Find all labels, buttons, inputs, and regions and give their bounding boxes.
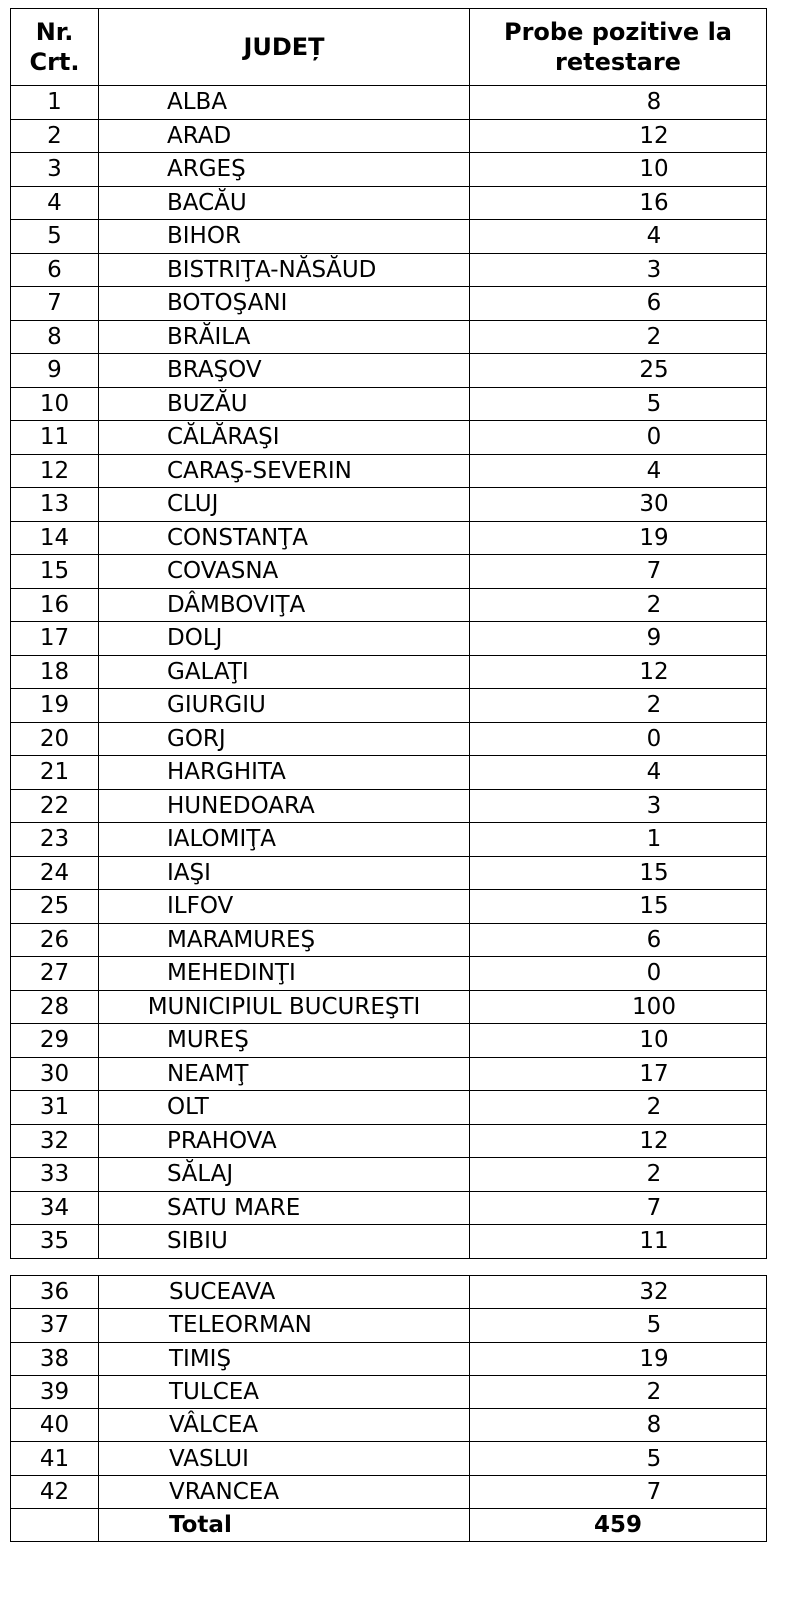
table-row — [11, 354, 767, 388]
positive-count: 0 — [470, 722, 767, 756]
row-number: 7 — [11, 287, 99, 321]
table-row — [11, 287, 767, 321]
positive-count: 0 — [470, 957, 767, 991]
positive-count: 4 — [470, 454, 767, 488]
county-name: ARGEŞ — [99, 153, 470, 187]
row-number: 27 — [11, 957, 99, 991]
positive-count: 2 — [470, 1158, 767, 1192]
row-number: 28 — [11, 990, 99, 1024]
positive-count: 2 — [470, 320, 767, 354]
positive-count: 4 — [470, 220, 767, 254]
row-number: 19 — [11, 689, 99, 723]
table-row — [11, 119, 767, 153]
positive-count: 17 — [470, 1057, 767, 1091]
row-number: 31 — [11, 1091, 99, 1125]
positive-count: 1 — [470, 823, 767, 857]
county-name: BRAŞOV — [99, 354, 470, 388]
county-name: CĂLĂRAŞI — [99, 421, 470, 455]
table-row — [11, 756, 767, 790]
positive-count: 19 — [470, 521, 767, 555]
table-row — [11, 153, 767, 187]
row-number: 2 — [11, 119, 99, 153]
row-number: 41 — [11, 1442, 99, 1475]
table-row — [11, 957, 767, 991]
row-number: 4 — [11, 186, 99, 220]
table-row — [11, 521, 767, 555]
positive-count: 2 — [470, 1375, 767, 1408]
table-row — [11, 253, 767, 287]
county-name: IAŞI — [99, 856, 470, 890]
table-row — [11, 1309, 767, 1342]
table-body — [11, 86, 767, 1259]
county-name: VRANCEA — [99, 1475, 470, 1508]
row-number: 42 — [11, 1475, 99, 1508]
table-row — [11, 1124, 767, 1158]
county-name: MUREŞ — [99, 1024, 470, 1058]
row-number: 1 — [11, 86, 99, 120]
positive-count: 5 — [470, 1309, 767, 1342]
table-row — [11, 1276, 767, 1309]
header-judet: JUDEȚ — [99, 9, 470, 86]
table-row — [11, 186, 767, 220]
row-number: 18 — [11, 655, 99, 689]
county-name: BIHOR — [99, 220, 470, 254]
county-name: SĂLAJ — [99, 1158, 470, 1192]
row-number: 20 — [11, 722, 99, 756]
table-row — [11, 990, 767, 1024]
table-row — [11, 622, 767, 656]
county-name: ALBA — [99, 86, 470, 120]
table-row — [11, 1442, 767, 1475]
row-number: 16 — [11, 588, 99, 622]
county-name: HARGHITA — [99, 756, 470, 790]
table-row — [11, 220, 767, 254]
county-name: GIURGIU — [99, 689, 470, 723]
table-row — [11, 823, 767, 857]
county-name: NEAMŢ — [99, 1057, 470, 1091]
table-row — [11, 1475, 767, 1508]
row-number: 3 — [11, 153, 99, 187]
counties-table-continued — [10, 1275, 767, 1542]
row-number: 17 — [11, 622, 99, 656]
positive-count: 6 — [470, 287, 767, 321]
county-name: SIBIU — [99, 1225, 470, 1259]
positive-count: 7 — [470, 1191, 767, 1225]
county-name: DÂMBOVIŢA — [99, 588, 470, 622]
row-number: 8 — [11, 320, 99, 354]
total-row — [11, 1509, 767, 1542]
row-number: 9 — [11, 354, 99, 388]
positive-count: 2 — [470, 588, 767, 622]
table-row — [11, 588, 767, 622]
county-name: SATU MARE — [99, 1191, 470, 1225]
positive-count: 5 — [470, 1442, 767, 1475]
positive-count: 6 — [470, 923, 767, 957]
county-name: MUNICIPIUL BUCUREŞTI — [99, 990, 470, 1024]
row-number: 38 — [11, 1342, 99, 1375]
positive-count: 25 — [470, 354, 767, 388]
total-label: Total — [99, 1509, 470, 1542]
table-body-continued — [11, 1276, 767, 1509]
table-row — [11, 1191, 767, 1225]
total-value: 459 — [470, 1509, 767, 1542]
row-number: 33 — [11, 1158, 99, 1192]
county-name: GALAŢI — [99, 655, 470, 689]
county-name: BOTOŞANI — [99, 287, 470, 321]
counties-table — [10, 8, 767, 1259]
header-probe: Probe pozitive la retestare — [470, 9, 767, 86]
positive-count: 19 — [470, 1342, 767, 1375]
row-number: 29 — [11, 1024, 99, 1058]
table-row — [11, 722, 767, 756]
county-name: CARAŞ-SEVERIN — [99, 454, 470, 488]
county-name: CLUJ — [99, 488, 470, 522]
table-row — [11, 923, 767, 957]
row-number: 25 — [11, 890, 99, 924]
county-name: TELEORMAN — [99, 1309, 470, 1342]
county-name: COVASNA — [99, 555, 470, 589]
table-row — [11, 1057, 767, 1091]
county-name: VASLUI — [99, 1442, 470, 1475]
county-name: HUNEDOARA — [99, 789, 470, 823]
row-number: 26 — [11, 923, 99, 957]
positive-count: 100 — [470, 990, 767, 1024]
row-number: 15 — [11, 555, 99, 589]
county-name: TULCEA — [99, 1375, 470, 1408]
header-row — [11, 9, 767, 86]
row-number: 39 — [11, 1375, 99, 1408]
row-number: 37 — [11, 1309, 99, 1342]
positive-count: 0 — [470, 421, 767, 455]
table-row — [11, 1409, 767, 1442]
county-name: SUCEAVA — [99, 1276, 470, 1309]
county-name: OLT — [99, 1091, 470, 1125]
table-row — [11, 555, 767, 589]
county-name: BISTRIŢA-NĂSĂUD — [99, 253, 470, 287]
county-name: CONSTANŢA — [99, 521, 470, 555]
table-row — [11, 387, 767, 421]
county-name: ARAD — [99, 119, 470, 153]
positive-count: 32 — [470, 1276, 767, 1309]
table-row — [11, 1375, 767, 1408]
positive-count: 2 — [470, 1091, 767, 1125]
row-number: 30 — [11, 1057, 99, 1091]
positive-count: 16 — [470, 186, 767, 220]
table-row — [11, 421, 767, 455]
row-number: 35 — [11, 1225, 99, 1259]
positive-count: 30 — [470, 488, 767, 522]
positive-count: 2 — [470, 689, 767, 723]
positive-count: 15 — [470, 890, 767, 924]
row-number: 10 — [11, 387, 99, 421]
table-row — [11, 655, 767, 689]
positive-count: 8 — [470, 1409, 767, 1442]
table-row — [11, 890, 767, 924]
positive-count: 4 — [470, 756, 767, 790]
positive-count: 9 — [470, 622, 767, 656]
row-number: 11 — [11, 421, 99, 455]
row-number: 22 — [11, 789, 99, 823]
table-row — [11, 488, 767, 522]
row-number: 40 — [11, 1409, 99, 1442]
row-number: 24 — [11, 856, 99, 890]
county-name: BRĂILA — [99, 320, 470, 354]
county-name: GORJ — [99, 722, 470, 756]
row-number: 14 — [11, 521, 99, 555]
table-row — [11, 454, 767, 488]
table-row — [11, 689, 767, 723]
positive-count: 3 — [470, 789, 767, 823]
county-name: TIMIŞ — [99, 1342, 470, 1375]
positive-count: 15 — [470, 856, 767, 890]
table-row — [11, 320, 767, 354]
county-name: IALOMIŢA — [99, 823, 470, 857]
row-number: 6 — [11, 253, 99, 287]
positive-count: 12 — [470, 655, 767, 689]
positive-count: 8 — [470, 86, 767, 120]
county-name: BACĂU — [99, 186, 470, 220]
positive-count: 12 — [470, 119, 767, 153]
header-nr: Nr. Crt. — [11, 9, 99, 86]
table-row — [11, 1024, 767, 1058]
positive-count: 3 — [470, 253, 767, 287]
positive-count: 7 — [470, 1475, 767, 1508]
row-number: 21 — [11, 756, 99, 790]
row-number: 12 — [11, 454, 99, 488]
county-name: BUZĂU — [99, 387, 470, 421]
total-nr-cell — [11, 1509, 99, 1542]
row-number: 13 — [11, 488, 99, 522]
county-name: MEHEDINŢI — [99, 957, 470, 991]
table-row — [11, 1158, 767, 1192]
table-row — [11, 856, 767, 890]
table-row — [11, 789, 767, 823]
table-row — [11, 1091, 767, 1125]
row-number: 5 — [11, 220, 99, 254]
positive-count: 10 — [470, 153, 767, 187]
county-name: PRAHOVA — [99, 1124, 470, 1158]
row-number: 34 — [11, 1191, 99, 1225]
table-row — [11, 86, 767, 120]
county-name: DOLJ — [99, 622, 470, 656]
positive-count: 7 — [470, 555, 767, 589]
table-row — [11, 1225, 767, 1259]
positive-count: 10 — [470, 1024, 767, 1058]
positive-count: 12 — [470, 1124, 767, 1158]
county-name: VÂLCEA — [99, 1409, 470, 1442]
positive-count: 11 — [470, 1225, 767, 1259]
row-number: 32 — [11, 1124, 99, 1158]
positive-count: 5 — [470, 387, 767, 421]
county-name: ILFOV — [99, 890, 470, 924]
table-row — [11, 1342, 767, 1375]
county-name: MARAMUREŞ — [99, 923, 470, 957]
row-number: 23 — [11, 823, 99, 857]
row-number: 36 — [11, 1276, 99, 1309]
